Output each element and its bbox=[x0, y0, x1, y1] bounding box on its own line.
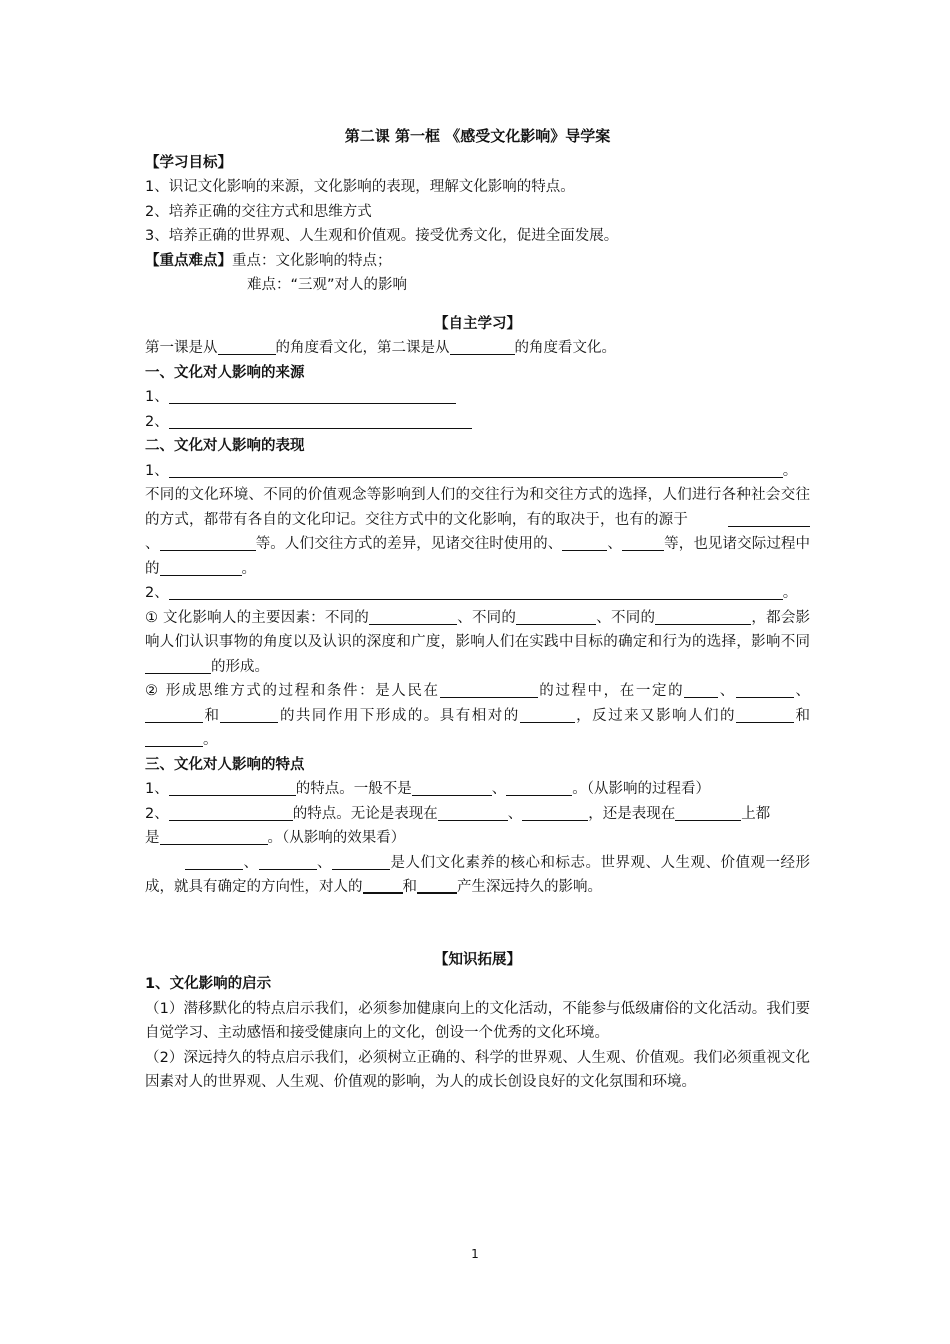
blank[interactable] bbox=[169, 779, 296, 796]
extension-subheading: 1、文化影响的启示 bbox=[145, 976, 272, 992]
page-number: 1 bbox=[471, 1247, 479, 1261]
section2-item: 1、 。 bbox=[145, 462, 798, 479]
blank[interactable] bbox=[562, 534, 607, 551]
section2-thinking: ② 形成思维方式的过程和条件：是人民在 的过程中，在一定的 、 、和 的共同作用下形成的。具有相对的 ，反过来又影响人们的 和。 bbox=[145, 683, 811, 748]
blank[interactable] bbox=[160, 534, 256, 551]
section3-item: 2、 的特点。无论是表现在 、 ，还是表现在 上都 bbox=[145, 805, 771, 822]
blank[interactable] bbox=[169, 583, 783, 600]
section1-item: 1、 bbox=[145, 385, 810, 410]
keypoints-line bbox=[145, 249, 810, 274]
blank[interactable] bbox=[684, 681, 718, 698]
blank[interactable] bbox=[450, 338, 515, 355]
section1-heading: 一、文化对人影响的来源 bbox=[145, 364, 305, 381]
blank[interactable] bbox=[516, 608, 596, 625]
page-title: 第二课 第一框 《感受文化影响》导学案 bbox=[344, 127, 611, 145]
blank[interactable] bbox=[145, 730, 203, 747]
extension-heading: 【知识拓展】 bbox=[434, 951, 521, 968]
section2-heading: 二、文化对人影响的表现 bbox=[145, 438, 305, 454]
blank[interactable] bbox=[655, 608, 751, 625]
blank[interactable] bbox=[160, 559, 242, 576]
blank[interactable] bbox=[160, 828, 268, 845]
blank[interactable] bbox=[218, 338, 276, 355]
blank[interactable] bbox=[169, 387, 456, 404]
worksheet-page bbox=[145, 124, 810, 1095]
blank[interactable] bbox=[145, 657, 211, 674]
section1-item: 2、 bbox=[145, 410, 810, 435]
keypoints-heading: 【重点难点】 bbox=[145, 252, 232, 269]
keypoint-key: 重点：文化影响的特点； bbox=[232, 252, 392, 269]
blank[interactable] bbox=[520, 706, 575, 723]
objective-item: 2、培养正确的交往方式和思维方式 bbox=[145, 203, 372, 220]
blank[interactable] bbox=[169, 412, 472, 429]
section3-item: 是 。（从影响的效果看） bbox=[145, 830, 406, 846]
blank[interactable] bbox=[412, 779, 492, 796]
blank[interactable] bbox=[675, 804, 741, 821]
section3-heading: 三、文化对人影响的特点 bbox=[145, 756, 305, 773]
objective-item: 3、培养正确的世界观、人生观和价值观。接受优秀文化，促进全面发展。 bbox=[145, 228, 619, 244]
keypoint-difficult: 难点：“三观”对人的影响 bbox=[247, 277, 408, 293]
blank[interactable] bbox=[220, 706, 278, 723]
objectives-heading: 【学习目标】 bbox=[145, 154, 232, 171]
section2-factors: ① 文化影响人的主要因素：不同的 、不同的 、不同的 ，都会影响人们认识事物的角度以及认识的深度和广度，影响人们在实践中目标的确定和行为的选择，影响不同的形成。 bbox=[145, 609, 811, 675]
blank[interactable] bbox=[169, 804, 293, 821]
blank[interactable] bbox=[369, 608, 457, 625]
objective-item: 1、识记文化影响的来源，文化影响的表现，理解文化影响的特点。 bbox=[145, 179, 575, 195]
section2-item: 2、 。 bbox=[145, 585, 798, 601]
section2-paragraph: 不同的文化环境、不同的价值观念等影响到人们的交往行为和交往方式的选择，人们进行各种社会交往的方式，都带有各自的文化印记。交往方式中的文化影响，有的取决于，也有的源于、 等。人们交往方式的差异，见诸交往时使用的、 、 等，也见诸交际过程中的 。 bbox=[145, 487, 811, 577]
blank[interactable] bbox=[736, 706, 794, 723]
extension-paragraph: （1）潜移默化的特点启示我们，必须参加健康向上的文化活动，不能参与低级庸俗的文化活动。我们要自觉学习、主动感悟和接受健康向上的文化，创设一个优秀的文化环境。 bbox=[145, 1000, 810, 1041]
blank[interactable] bbox=[728, 510, 810, 527]
blank[interactable] bbox=[363, 876, 403, 894]
blank[interactable] bbox=[506, 779, 572, 796]
blank[interactable] bbox=[622, 534, 664, 551]
blank[interactable] bbox=[185, 853, 243, 870]
blank[interactable] bbox=[332, 853, 390, 870]
blank[interactable] bbox=[169, 461, 783, 478]
intro-line: 第一课是从 的角度看文化，第二课是从 的角度看文化。 bbox=[145, 340, 616, 356]
blank[interactable] bbox=[440, 681, 538, 698]
blank[interactable] bbox=[145, 706, 203, 723]
blank[interactable] bbox=[417, 876, 457, 894]
blank[interactable] bbox=[736, 681, 794, 698]
section3-paragraph: 、 、 是人们文化素养的核心和标志。世界观、人生观、价值观一经形成，就具有确定的方向性，对人的 和 产生深远持久的影响。 bbox=[145, 854, 810, 895]
blank[interactable] bbox=[259, 853, 317, 870]
section3-item: 1、 的特点。一般不是 、 。（从影响的过程看） bbox=[145, 781, 710, 797]
blank[interactable] bbox=[522, 804, 588, 821]
blank[interactable] bbox=[438, 804, 508, 821]
self-study-heading: 【自主学习】 bbox=[434, 315, 521, 332]
extension-paragraph: （2）深远持久的特点启示我们，必须树立正确的、科学的世界观、人生观、价值观。我们必须重视文化因素对人的世界观、人生观、价值观的影响，为人的成长创设良好的文化氛围和环境。 bbox=[145, 1049, 810, 1090]
